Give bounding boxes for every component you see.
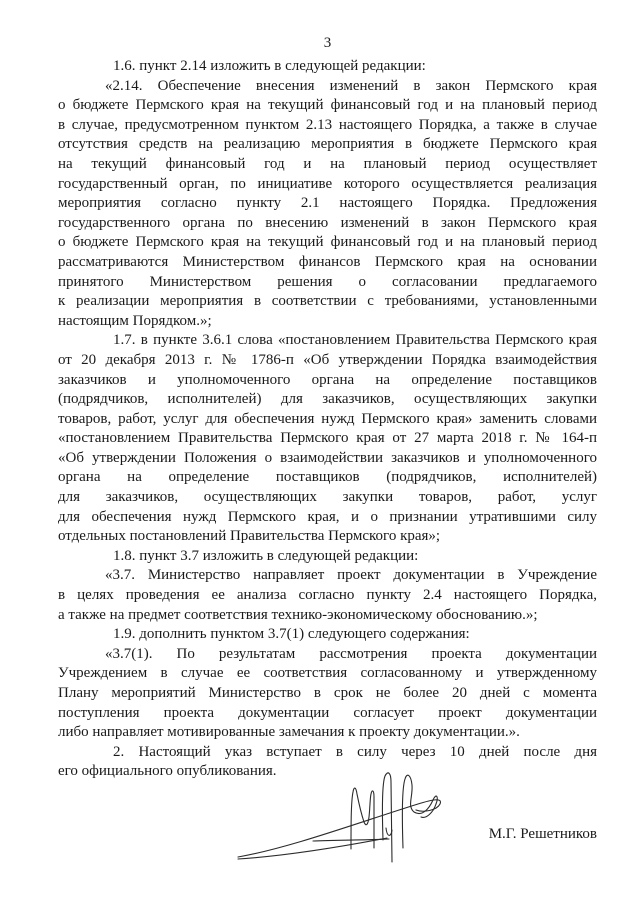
paragraph xyxy=(58,331,597,547)
text-line: государственного органа по внесению изменений в закон Пермского края xyxy=(58,214,597,231)
text-line: заказчиков и уполномоченного органа на определение поставщиков xyxy=(58,371,597,388)
text-line: «3.7(1). По результатам рассмотрения проекта документации xyxy=(105,645,597,662)
text-line: отсутствия средств на реализацию мероприятия в бюджете Пермского края xyxy=(58,136,597,153)
text-line: товаров, работ, услуг для обеспечения нужд Пермского края» заменить словами xyxy=(58,410,597,427)
text-line: 1.7. в пункте 3.6.1 слова «постановлением Правительства Пермского края xyxy=(113,332,597,349)
text-line: а также на предмет соответствия технико-экономическому обоснованию.»; xyxy=(58,606,538,623)
paragraph xyxy=(58,566,597,625)
text-line: его официального опубликования. xyxy=(58,763,277,780)
text-line: 2. Настоящий указ вступает в силу через 10 дней после дня xyxy=(113,743,597,760)
text-line: рассматриваются Министерством финансов Пермского края на основании xyxy=(58,253,597,270)
text-line: в случае, предусмотренном пунктом 2.13 настоящего Порядка, а также в случае xyxy=(58,116,597,133)
text-line: 1.9. дополнить пунктом 3.7(1) следующего содержания: xyxy=(113,626,470,643)
text-line: 1.8. пункт 3.7 изложить в следующей редакции: xyxy=(113,547,419,564)
text-line: в целях проведения ее анализа согласно пункту 2.4 настоящего Порядка, xyxy=(58,587,597,604)
signatory-name: М.Г. Решетников xyxy=(488,825,597,842)
text-line: к реализации мероприятия в соответствии с требованиями, установленными xyxy=(58,293,597,310)
text-line: Учреждением в случае ее соответствия согласованному и утвержденному xyxy=(58,665,597,682)
text-line: для заказчиков, осуществляющих закупки товаров, работ, услуг xyxy=(58,489,597,506)
text-line: органа на определение поставщиков (подрядчиков, исполнителей) xyxy=(58,469,597,486)
text-line: либо направляет мотивированные замечания к проекту документации.». xyxy=(58,724,520,741)
text-line: на текущий финансовый год и на плановый период осуществляет xyxy=(58,155,597,172)
text-line: отдельных постановлений Правительства Пермского края»; xyxy=(58,528,441,545)
text-line: о бюджете Пермского края на текущий финансовый год и на плановый период xyxy=(58,97,597,114)
text-line: настоящим Порядком.»; xyxy=(58,312,212,329)
text-line: «постановлением Правительства Пермского края от 27 марта 2018 г. № 164-п xyxy=(58,430,597,447)
text-line: государственный орган, по инициативе которого осуществляется реализация xyxy=(58,175,597,192)
text-line: «2.14. Обеспечение внесения изменений в закон Пермского края xyxy=(105,77,597,94)
text-line: для обеспечения нужд Пермского края, и о признании утратившими силу xyxy=(58,508,597,525)
text-line: 1.6. пункт 2.14 изложить в следующей редакции: xyxy=(113,58,426,74)
text-line: от 20 декабря 2013 г. № 1786-п «Об утверждении Порядка взаимодействия xyxy=(58,351,597,368)
text-line: Плану мероприятий Министерство в срок не более 20 дней с момента xyxy=(58,685,597,701)
paragraph xyxy=(58,57,597,77)
text-line: поступления проекта документации согласует проект документации xyxy=(58,704,597,721)
text-line: (подрядчиков, исполнителей) для заказчиков, осуществляющих закупки xyxy=(58,391,597,408)
paragraph xyxy=(58,645,597,743)
text-line: «3.7. Министерство направляет проект документации в Учреждение xyxy=(105,567,597,584)
text-line: мероприятия согласно пункту 2.1 настоящего Порядка. Предложения xyxy=(58,195,597,212)
text-line: принятого Министерством решения о согласовании предлагаемого xyxy=(58,273,597,290)
paragraph xyxy=(58,77,597,332)
page-number: 3 xyxy=(323,35,332,51)
signature-block xyxy=(58,782,597,892)
paragraph xyxy=(58,625,597,645)
paragraph xyxy=(58,547,597,567)
text-line: «Об утверждении Положения о взаимодействии заказчиков и уполномоченного xyxy=(58,449,597,466)
handwritten-signature-scribble-icon xyxy=(235,770,460,865)
document-body xyxy=(58,57,597,782)
text-line: о бюджете Пермского края на текущий финансовый год и на плановый период xyxy=(58,234,597,251)
